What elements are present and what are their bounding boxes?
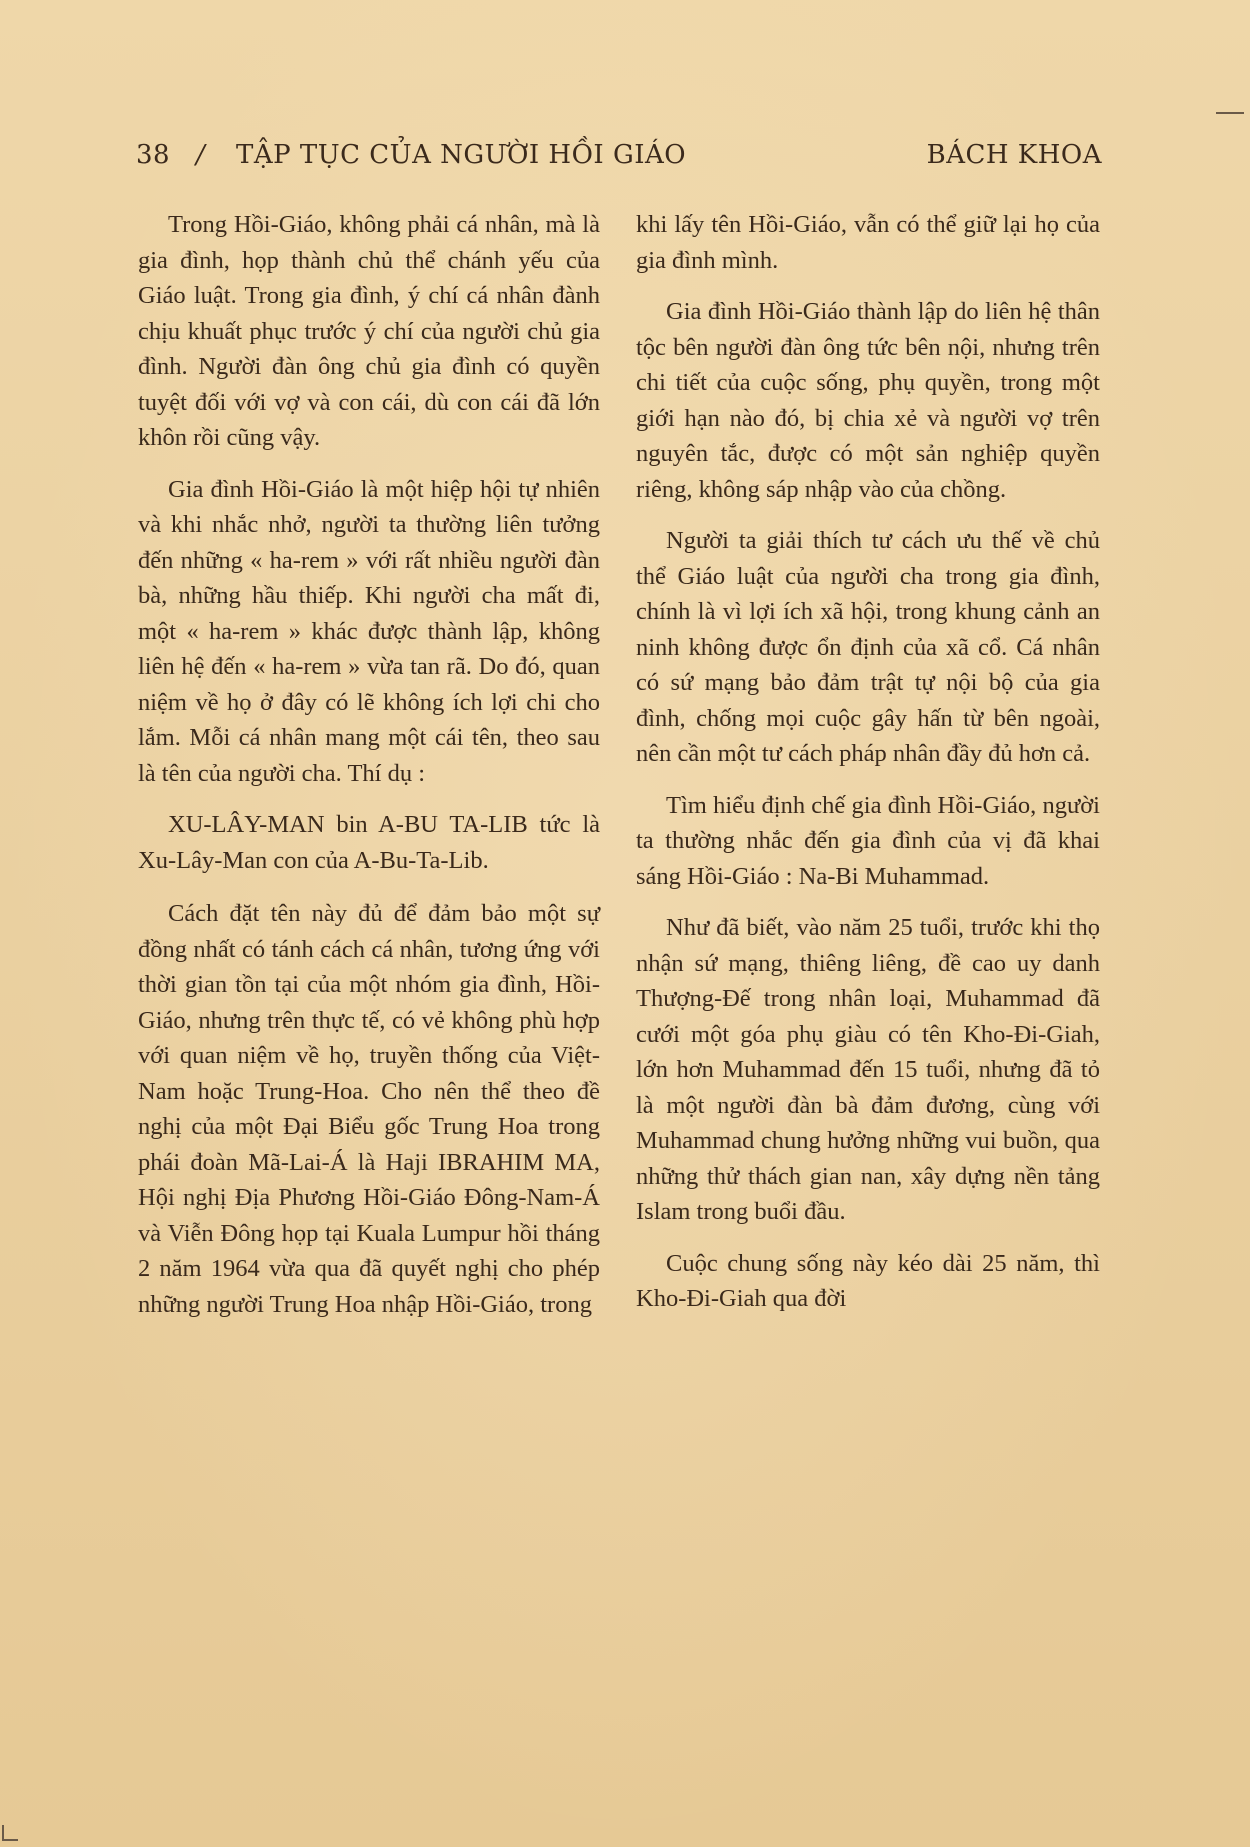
paragraph: khi lấy tên Hồi-Giáo, vẫn có thể giữ lại họ của gia đình mình. [636,211,1100,274]
edge-mark [1216,112,1244,114]
running-header [136,136,1102,180]
paragraph: Cuộc chung sống này kéo dài 25 năm, thì Kho-Đi-Giah qua đời [636,1249,1100,1312]
running-title: TẬP TỤC CỦA NGƯỜI HỒI GIÁO [236,140,687,170]
journal-name: BÁCH KHOA [926,140,1102,170]
left-column [138,207,600,1338]
paragraph: Gia đình Hồi-Giáo thành lập do liên hệ thân tộc bên người đàn ông tức bên nội, nhưng trên chi tiết của cuộc sống, phụ quyền, trong một giới hạn nào đó, bị chia xẻ và người vợ trên nguyên tắc, được có một sản nghiệp quyền riêng, không sáp nhập vào của chồng. [636,298,1100,503]
page-number: 38 [136,140,171,170]
paragraph: Như đã biết, vào năm 25 tuổi, trước khi thọ nhận sứ mạng, thiêng liêng, đề cao uy danh Thượng-Đế trong nhân loại, Muhammad đã cưới một góa phụ giàu có tên Kho-Đi-Giah, lớn hơn Muhammad đến 15 tuổi, nhưng đã tỏ là một người đàn bà đảm đương, cùng với Muhammad chung hưởng những vui buồn, qua những thử thách gian nan, xây dựng nền tảng Islam trong buổi đầu. [636,914,1100,1225]
corner-mark [2,1825,18,1841]
paragraph: Người ta giải thích tư cách ưu thế về chủ thể Giáo luật của người cha trong gia đình, chính là vì lợi ích xã hội, trong khung cảnh an ninh không được ổn định của xã cổ. Cá nhân có sứ mạng bảo đảm trật tự nội bộ của gia đình, chống mọi cuộc gây hấn từ bên ngoài, nên cần một tư cách pháp nhân đầy đủ hơn cả. [636,527,1100,767]
paragraph: XU-LÂY-MAN bin A-BU TA-LIB tức là Xu-Lây-Man con của A-Bu-Ta-Lib. [138,811,600,874]
paragraph: Trong Hồi-Giáo, không phải cá nhân, mà là gia đình, họp thành chủ thể chánh yếu của Giáo luật. Trong gia đình, ý chí cá nhân đành chịu khuất phục trước ý chí của người chủ gia đình. Người đàn ông chủ gia đình có quyền tuyệt đối với vợ và con cái, dù con cái đã lớn khôn rồi cũng vậy. [138,211,600,451]
header-separator: / [196,140,206,170]
paragraph: Tìm hiểu định chế gia đình Hồi-Giáo, người ta thường nhắc đến gia đình của vị đã khai sáng Hồi-Giáo : Na-Bi Muhammad. [636,791,1100,890]
right-column [636,207,1100,1333]
paragraph: Cách đặt tên này đủ để đảm bảo một sự đồng nhất có tánh cách cá nhân, tương ứng với thời gian tồn tại của một nhóm gia đình, Hồi-Giáo, nhưng trên thực tế, có vẻ không phù hợp với quan niệm về họ, truyền thống của Việt-Nam hoặc Trung-Hoa. Cho nên thể theo đề nghị của một Đại Biểu gốc Trung Hoa trong phái đoàn Mã-Lai-Á là Haji IBRAHIM MA, Hội nghị Địa Phương Hồi-Giáo Đông-Nam-Á và Viễn Đông họp tại Kuala Lumpur hồi tháng 2 năm 1964 vừa qua đã quyết nghị cho phép những người Trung Hoa nhập Hồi-Giáo, trong [138,900,600,1318]
paragraph: Gia đình Hồi-Giáo là một hiệp hội tự nhiên và khi nhắc nhở, người ta thường liên tưởng đến những « ha-rem » với rất nhiều người đàn bà, những hầu thiếp. Khi người cha mất đi, một « ha-rem » khác được thành lập, không liên hệ đến « ha-rem » vừa tan rã. Do đó, quan niệm về họ ở đây có lẽ không ích lợi chi cho lắm. Mỗi cá nhân mang một cái tên, theo sau là tên của người cha. Thí dụ : [138,475,600,787]
